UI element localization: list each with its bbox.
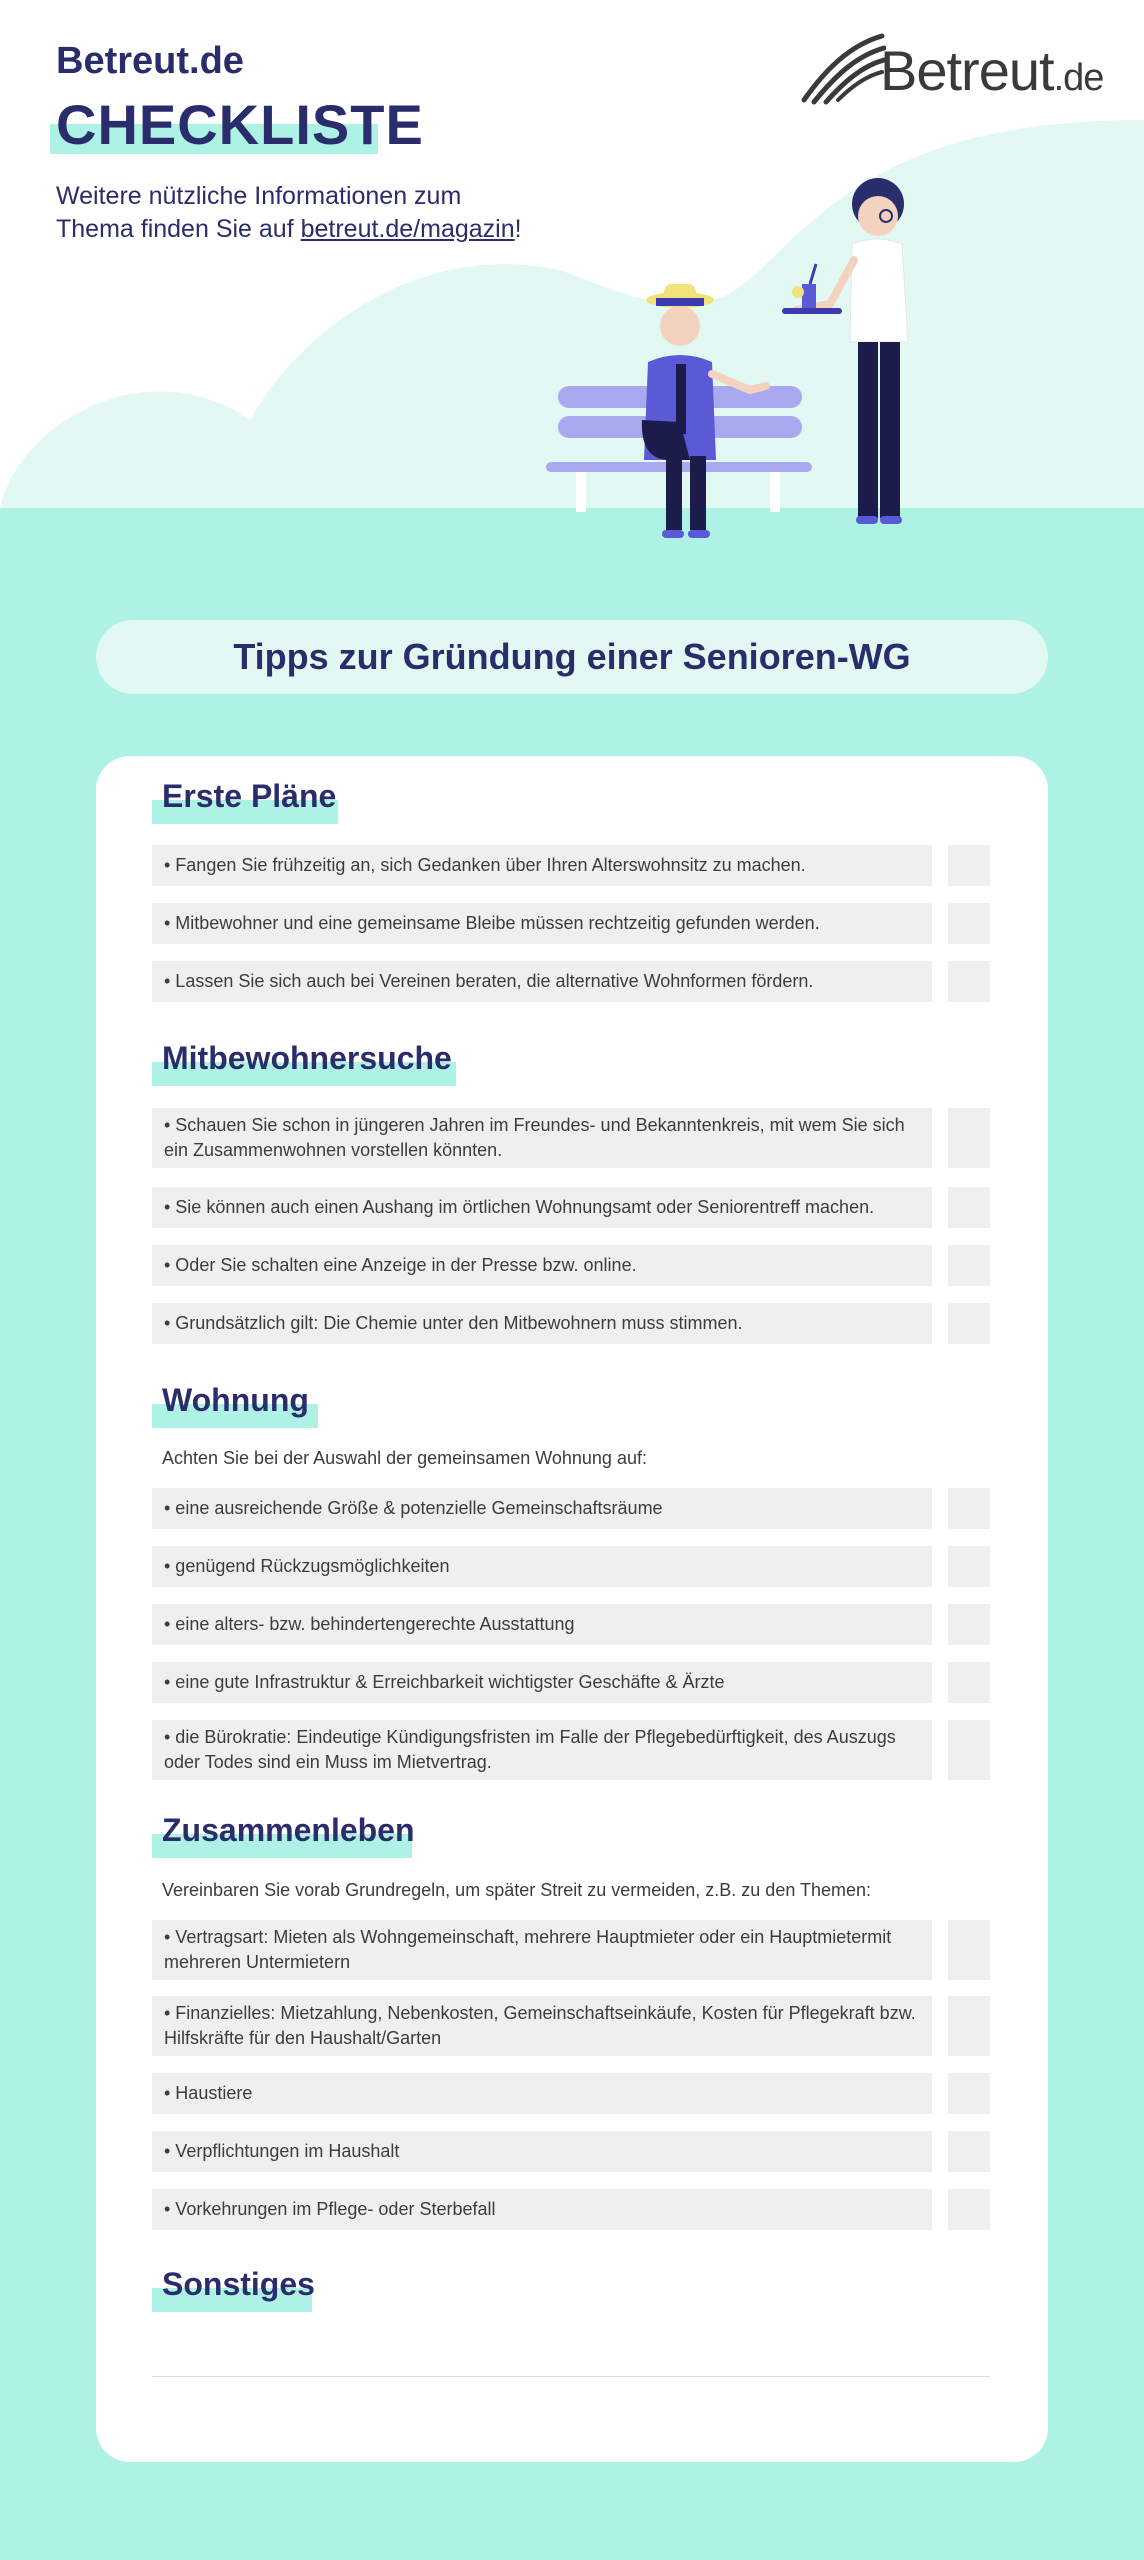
logo-swoosh-icon	[800, 30, 886, 110]
checklist-item: • Lassen Sie sich auch bei Vereinen beraten, die alternative Wohnformen fördern.	[152, 961, 932, 1002]
brand-name: Betreut.de	[56, 40, 244, 82]
section-heading-wohnung	[152, 1382, 309, 1419]
intro-line-1: Weitere nützliche Informationen zum	[56, 182, 462, 210]
heading-text: Zusammenleben	[162, 1812, 415, 1848]
checklist-item: • eine gute Infrastruktur & Erreichbarkeit wichtigster Geschäfte & Ärzte	[152, 1662, 932, 1703]
betreut-logo	[800, 30, 1104, 110]
checklist-item: • Fangen Sie frühzeitig an, sich Gedanken über Ihren Alterswohnsitz zu machen.	[152, 845, 932, 886]
section-heading-zusammenleben	[152, 1812, 415, 1849]
checklist-item: • Verpflichtungen im Haushalt	[152, 2131, 932, 2172]
section-heading-sonstiges	[152, 2266, 315, 2303]
section-heading-mitbewohnersuche	[152, 1040, 452, 1077]
checkbox[interactable]	[948, 2073, 990, 2114]
checklist-item: • Haustiere	[152, 2073, 932, 2114]
checklist-item: • eine alters- bzw. behindertengerechte Ausstattung	[152, 1604, 932, 1645]
seniors-bench-illustration	[530, 160, 1050, 560]
checkbox[interactable]	[948, 1303, 990, 1344]
checkbox[interactable]	[948, 2131, 990, 2172]
checkbox[interactable]	[948, 1720, 990, 1780]
logo-main: Betreut	[880, 39, 1054, 102]
notes-line[interactable]	[152, 2376, 990, 2377]
checklist-item: • Vertragsart: Mieten als Wohngemeinschaft, mehrere Hauptmieter oder ein Hauptmietermit mehreren Untermietern	[152, 1920, 932, 1980]
checkbox[interactable]	[948, 1920, 990, 1980]
intro-line-2-prefix: Thema finden Sie auf	[56, 215, 301, 243]
checkbox[interactable]	[948, 1662, 990, 1703]
checklist-item: • genügend Rückzugsmöglichkeiten	[152, 1546, 932, 1587]
checklist-item: • Oder Sie schalten eine Anzeige in der Presse bzw. online.	[152, 1245, 932, 1286]
checklist-item: • Finanzielles: Mietzahlung, Nebenkosten, Gemeinschaftseinkäufe, Kosten für Pflegekraft bzw. Hilfskräfte für den Haushalt/Garten	[152, 1996, 932, 2056]
intro-suffix: !	[514, 215, 522, 243]
heading-text: Wohnung	[162, 1382, 309, 1418]
checkbox[interactable]	[948, 961, 990, 1002]
checklist-item: • Grundsätzlich gilt: Die Chemie unter den Mitbewohnern muss stimmen.	[152, 1303, 932, 1344]
checklist-item: • Vorkehrungen im Pflege- oder Sterbefall	[152, 2189, 932, 2230]
checkbox[interactable]	[948, 1187, 990, 1228]
section-note: Achten Sie bei der Auswahl der gemeinsamen Wohnung auf:	[162, 1448, 647, 1468]
checkbox[interactable]	[948, 2189, 990, 2230]
checkbox[interactable]	[948, 1108, 990, 1168]
section-heading-erste-plaene	[152, 778, 337, 815]
title-text: CHECKLISTE	[56, 93, 424, 156]
checkbox[interactable]	[948, 903, 990, 944]
checklist-item: • Sie können auch einen Aushang im örtlichen Wohnungsamt oder Seniorentreff machen.	[152, 1187, 932, 1228]
checklist-title	[56, 92, 424, 157]
heading-text: Sonstiges	[162, 2266, 315, 2302]
checkbox[interactable]	[948, 1245, 990, 1286]
checklist-item: • eine ausreichende Größe & potenzielle Gemeinschaftsräume	[152, 1488, 932, 1529]
checkbox[interactable]	[948, 1996, 990, 2056]
logo-wordmark	[880, 38, 1103, 103]
checklist-item: • Schauen Sie schon in jüngeren Jahren im Freundes- und Bekanntenkreis, mit wem Sie sich ein Zusammenwohnen vorstellen könnten.	[152, 1108, 932, 1168]
logo-suffix: .de	[1053, 57, 1104, 99]
checkbox[interactable]	[948, 1488, 990, 1529]
heading-text: Erste Pläne	[162, 778, 337, 814]
checklist-item: • Mitbewohner und eine gemeinsame Bleibe müssen rechtzeitig gefunden werden.	[152, 903, 932, 944]
checkbox[interactable]	[948, 1604, 990, 1645]
section-note: Vereinbaren Sie vorab Grundregeln, um später Streit zu vermeiden, z.B. zu den Themen:	[162, 1880, 872, 1900]
heading-text: Mitbewohnersuche	[162, 1040, 452, 1076]
checkbox[interactable]	[948, 1546, 990, 1587]
magazin-link[interactable]: betreut.de/magazin	[300, 215, 515, 243]
checklist-item: • die Bürokratie: Eindeutige Kündigungsfristen im Falle der Pflegebedürftigkeit, des Auszugs oder Todes sind ein Muss im Mietvertrag.	[152, 1720, 932, 1780]
checkbox[interactable]	[948, 845, 990, 886]
tips-banner: Tipps zur Gründung einer Senioren-WG	[96, 620, 1048, 694]
